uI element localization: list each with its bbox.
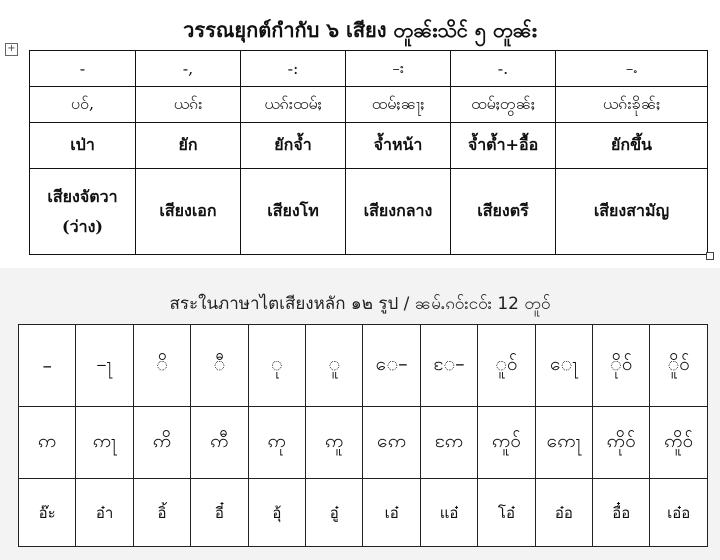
table-cell: ယၵ်းထမ်ႈ (241, 87, 346, 123)
table-cell: เสียงสามัญ (556, 169, 708, 255)
table-cell: อ๋อ (535, 479, 592, 547)
table-move-handle-icon[interactable]: + (5, 43, 18, 56)
table-cell: อื๋อ (593, 479, 650, 547)
table-cell: ထမ်ႈၼႃႈ (346, 87, 451, 123)
table-cell: ိ (133, 325, 190, 407)
table-cell: ဢိုဝ် (593, 407, 650, 479)
table-cell: ဢေ (363, 407, 420, 479)
thai-vowel-row (19, 479, 708, 547)
thai-tone-class-row (30, 169, 708, 255)
table-cell: ยัก (136, 123, 241, 169)
tone-section (0, 0, 720, 268)
tone-mark-row (30, 51, 708, 87)
table-cell: เสียงจัตวา (ว่าง) (30, 169, 136, 255)
table-cell: -, (136, 51, 241, 87)
table-cell: ဢူဝ် (478, 407, 535, 479)
table-cell: ူဝ် (478, 325, 535, 407)
vowel-table-title: สระในภาษาไตเสียงหลัก ๑๒ รูป / ၼမ်ႉၵဝ်းငဝ်း 12 တူဝ် (169, 294, 551, 314)
table-cell: เป่า (30, 123, 136, 169)
table-resize-handle[interactable] (706, 252, 714, 260)
vowel-sign-row (19, 325, 708, 407)
table-cell: -. (451, 51, 556, 87)
table-cell: ဢႄ (420, 407, 477, 479)
table-cell: –ႃ (76, 325, 133, 407)
table-cell: ီ (191, 325, 248, 407)
table-cell: เสียงโท (241, 169, 346, 255)
table-cell: ေ– (363, 325, 420, 407)
table-cell: เอ๋ (363, 479, 420, 547)
table-cell: ยักขึ้น (556, 123, 708, 169)
thai-tone-name-row (30, 123, 708, 169)
table-cell: ႄ– (420, 325, 477, 407)
table-cell: อุ้ (248, 479, 305, 547)
table-cell: ဢ (19, 407, 76, 479)
table-cell: ဢု (248, 407, 305, 479)
table-cell: ဢူ (306, 407, 363, 479)
table-cell: จ้ำหน้า (346, 123, 451, 169)
table-cell: อ๋า (76, 479, 133, 547)
table-cell: เสียงตรี (451, 169, 556, 255)
table-cell: ူ (306, 325, 363, 407)
table-cell: ု (248, 325, 305, 407)
table-cell: จ้ำต้ำ+อื้อ (451, 123, 556, 169)
table-cell: อ๊ะ (19, 479, 76, 547)
table-cell: ဢေႃ (535, 407, 592, 479)
table-cell: ဢႃ (76, 407, 133, 479)
table-cell: ยักจ้ำ (241, 123, 346, 169)
shan-vowel-row (19, 407, 708, 479)
table-cell: อู๋ (306, 479, 363, 547)
table-cell: -: (241, 51, 346, 87)
table-cell: ယၵ်းၶိုၼ်ႈ (556, 87, 708, 123)
table-cell: ယၵ်း (136, 87, 241, 123)
shan-tone-name-row (30, 87, 708, 123)
table-cell: อิ้ (133, 479, 190, 547)
table-cell: -း (346, 51, 451, 87)
table-cell: ထမ်ႈတွၼ်ႈ (451, 87, 556, 123)
table-cell: เอ๋อ (650, 479, 708, 547)
table-cell: – (19, 325, 76, 407)
table-cell: โอ๋ (478, 479, 535, 547)
table-cell: ေႃ (535, 325, 592, 407)
table-cell: ဢိ (133, 407, 190, 479)
table-cell: -ႉ (556, 51, 708, 87)
table-cell: ိုဝ် (593, 325, 650, 407)
tone-table-title: วรรณยุกต์กำกับ ๖ เสียง တူၼ်းသိင် ၅ တူၼ်း (183, 18, 537, 42)
table-cell: ဢိူဝ် (650, 407, 708, 479)
table-cell: แอ๋ (420, 479, 477, 547)
table-cell: ဢီ (191, 407, 248, 479)
table-cell: ိူဝ် (650, 325, 708, 407)
table-cell: เสียงกลาง (346, 169, 451, 255)
vowel-table (18, 324, 708, 547)
table-cell: อี๋ (191, 479, 248, 547)
table-cell: ပဝ်, (30, 87, 136, 123)
tone-table (29, 50, 708, 255)
table-cell: เสียงเอก (136, 169, 241, 255)
table-cell: - (30, 51, 136, 87)
